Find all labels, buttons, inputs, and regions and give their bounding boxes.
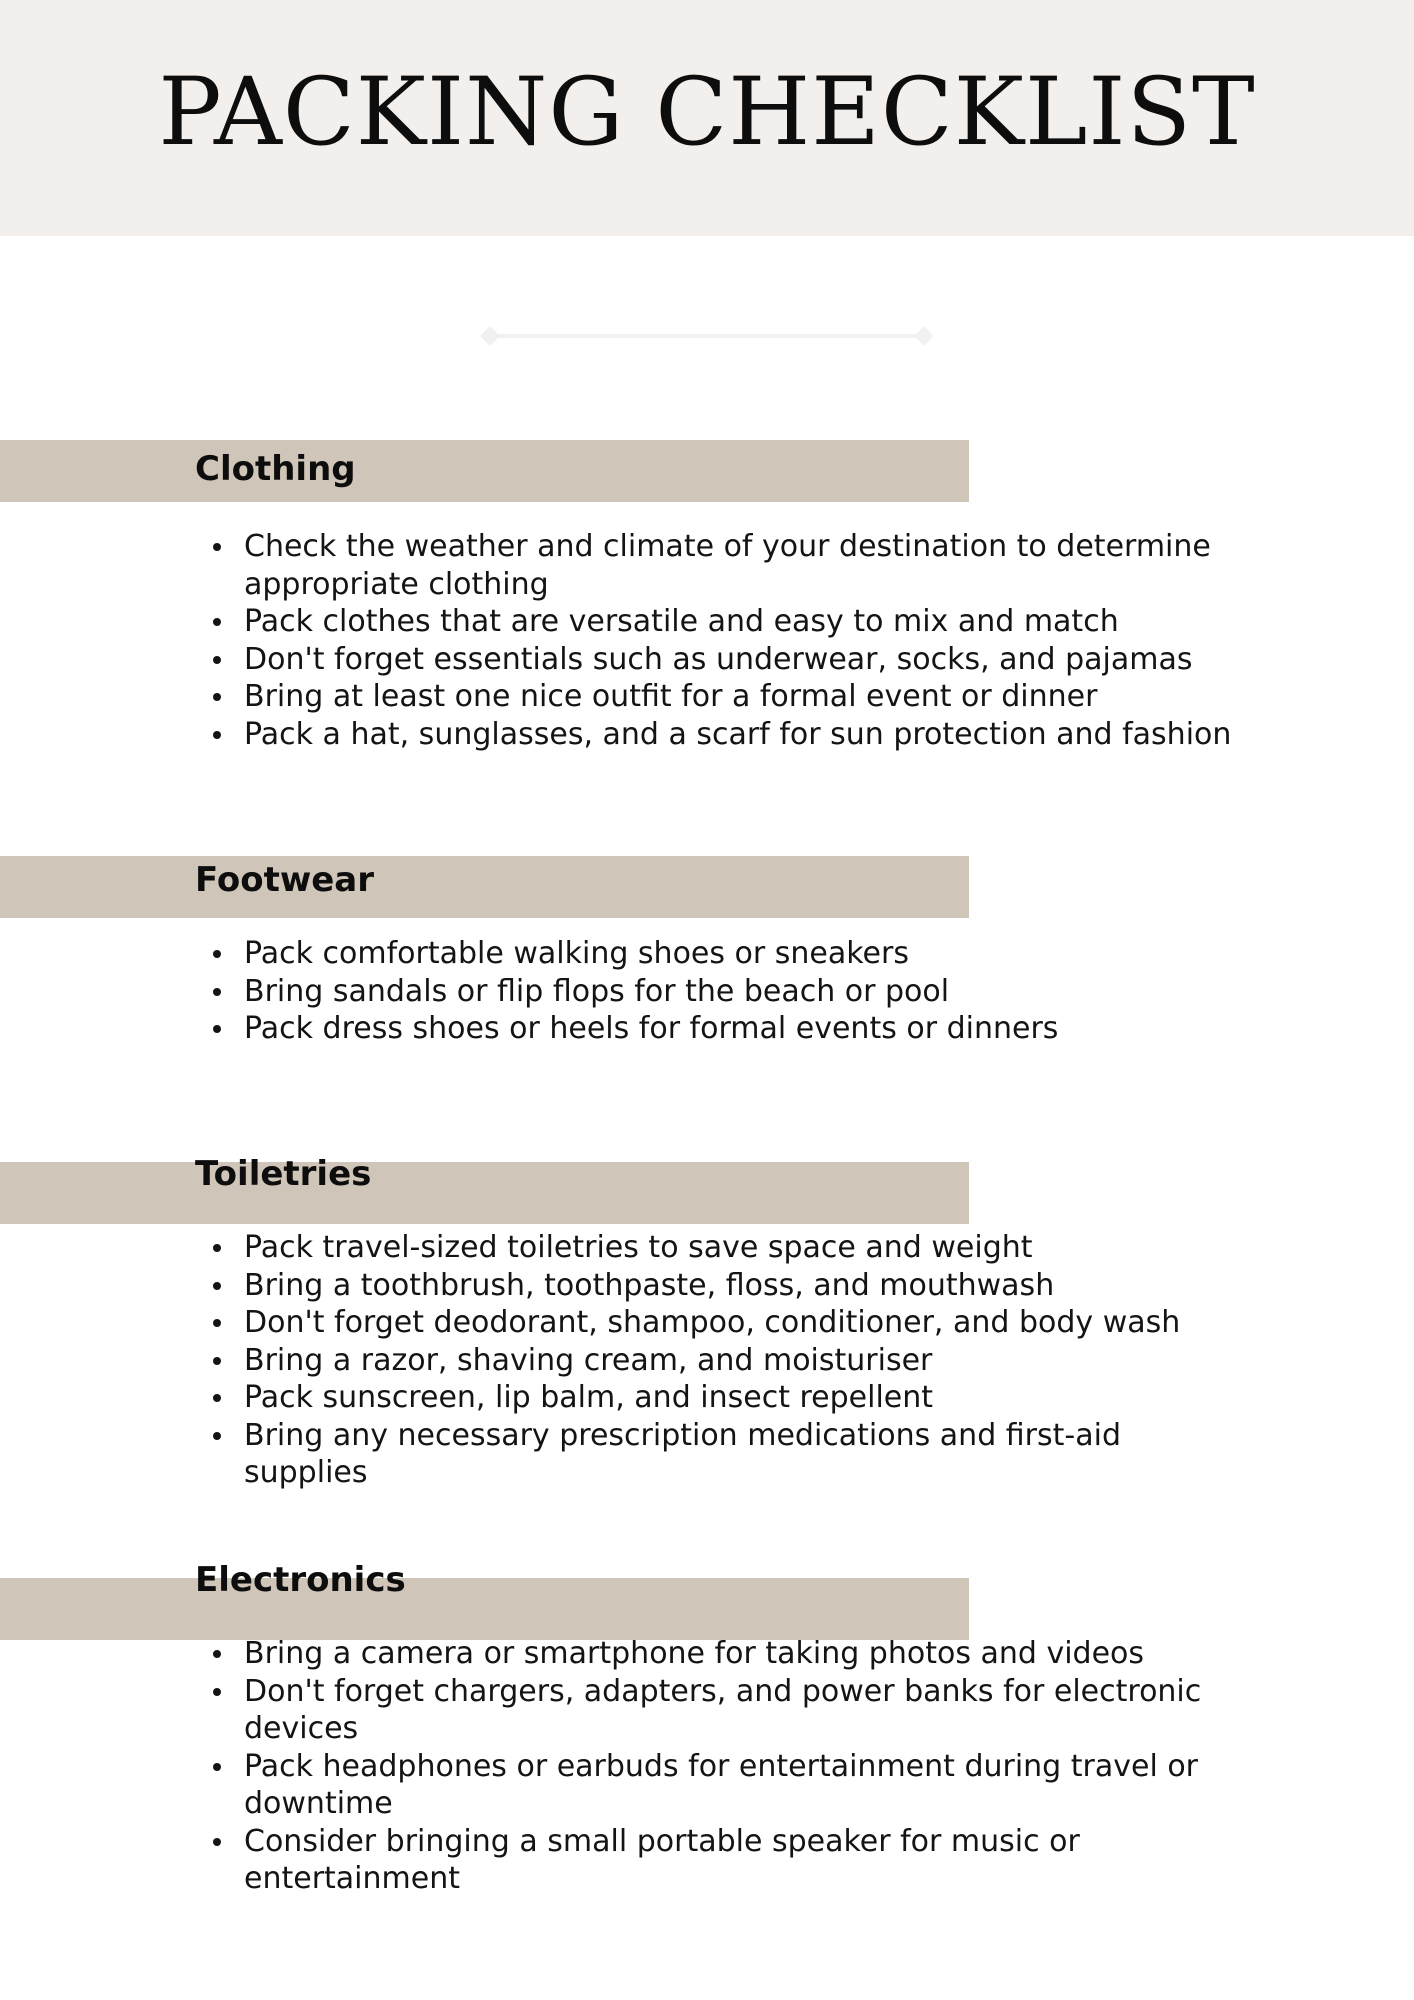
list-item: Pack dress shoes or heels for formal events or dinners (0, 1010, 1244, 1048)
section-band-footwear (0, 856, 969, 918)
section-band-clothing (0, 440, 969, 502)
decorative-divider (480, 326, 934, 346)
list-item: Pack travel-sized toiletries to save space and weight (0, 1229, 1244, 1267)
list-item: Don't forget deodorant, shampoo, conditioner, and body wash (0, 1304, 1244, 1342)
list-item: Bring a camera or smartphone for taking photos and videos (0, 1635, 1244, 1673)
list-item: Don't forget chargers, adapters, and power banks for electronic devices (0, 1673, 1244, 1748)
page-title: PACKING CHECKLIST (158, 58, 1256, 167)
list-item: Bring any necessary prescription medications and first-aid supplies (0, 1417, 1244, 1492)
list-item: Bring at least one nice outfit for a formal event or dinner (0, 678, 1244, 716)
list-item: Pack comfortable walking shoes or sneakers (0, 935, 1244, 973)
section-band-electronics (0, 1578, 969, 1640)
list-item: Bring a toothbrush, toothpaste, floss, and mouthwash (0, 1267, 1244, 1305)
list-item: Pack sunscreen, lip balm, and insect repellent (0, 1379, 1244, 1417)
list-item: Don't forget essentials such as underwear, socks, and pajamas (0, 641, 1244, 679)
list-item: Pack a hat, sunglasses, and a scarf for sun protection and fashion (0, 716, 1244, 754)
toiletries-list (0, 1229, 1414, 1492)
section-band-toiletries (0, 1162, 969, 1224)
list-item: Bring sandals or flip flops for the beach or pool (0, 973, 1244, 1011)
divider-diamond-right (914, 326, 934, 346)
section-heading-electronics: Electronics (195, 1560, 406, 1600)
electronics-list (0, 1635, 1414, 1898)
list-item: Bring a razor, shaving cream, and moisturiser (0, 1342, 1244, 1380)
footwear-list (0, 935, 1414, 1048)
section-heading-footwear: Footwear (195, 860, 374, 900)
section-heading-clothing: Clothing (195, 449, 356, 489)
section-heading-toiletries: Toiletries (195, 1154, 372, 1194)
list-item: Check the weather and climate of your destination to determine appropriate clothing (0, 528, 1244, 603)
list-item: Pack clothes that are versatile and easy to mix and match (0, 603, 1244, 641)
divider-line (490, 334, 924, 338)
list-item: Consider bringing a small portable speaker for music or entertainment (0, 1823, 1244, 1898)
clothing-list (0, 528, 1414, 753)
list-item: Pack headphones or earbuds for entertainment during travel or downtime (0, 1748, 1244, 1823)
divider-diamond-left (480, 326, 500, 346)
